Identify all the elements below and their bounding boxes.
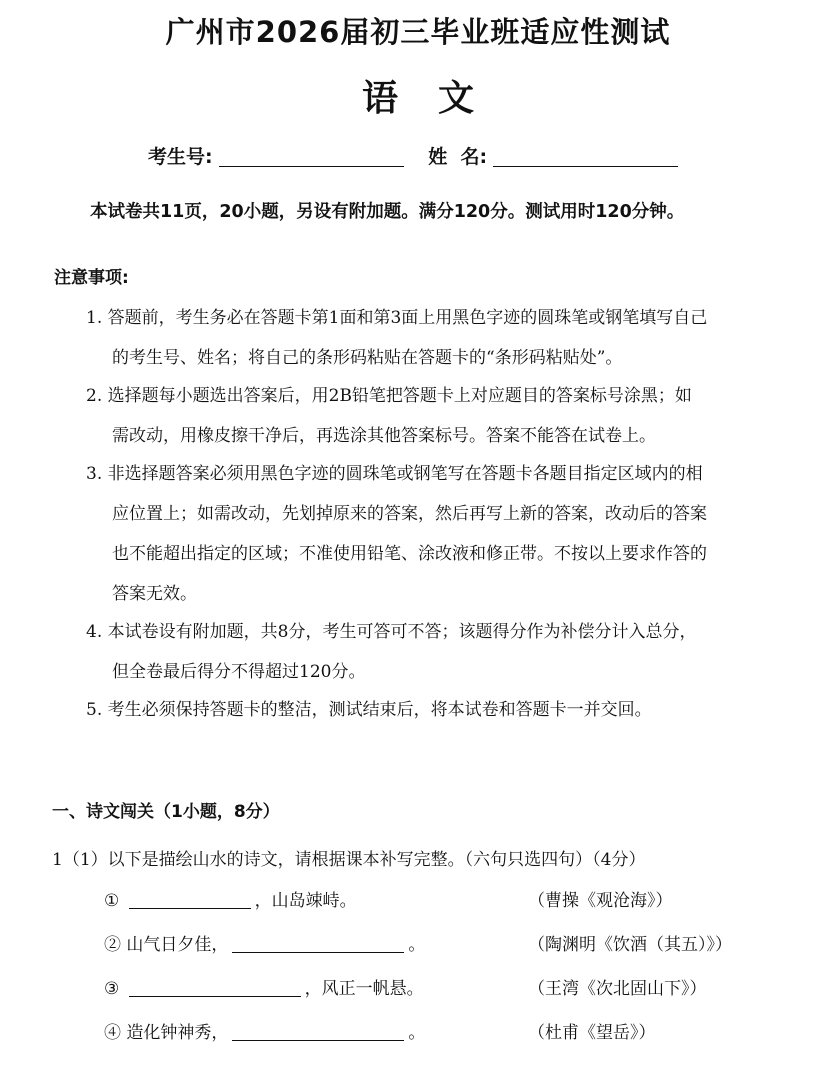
notice-line: 2. 选择题每小题选出答案后，用2B铅笔把答题卡上对应题目的答案标号涂黑；如 <box>86 386 692 406</box>
notice-line: 也不能超出指定的区域；不准使用铅笔、涂改液和修正带。不按以上要求作答的 <box>112 544 707 564</box>
notice-line: 但全卷最后得分不得超过120分。 <box>112 662 366 682</box>
page-title: 广州市2026届初三毕业班适应性测试 <box>165 15 671 49</box>
poem-source-4: （杜甫《望岳》） <box>528 1023 656 1043</box>
notice-line: 需改动，用橡皮擦干净后，再选涂其他答案标号。答案不能答在试卷上。 <box>112 426 656 446</box>
item-after: 。 <box>408 1023 426 1043</box>
poem-item-3 <box>104 974 424 999</box>
poem-source-1: （曹操《观沧海》） <box>528 891 673 911</box>
notice-line: 1. 答题前，考生务必在答题卡第1面和第3面上用黑色字迹的圆珠笔或钢笔填写自己 <box>86 308 708 328</box>
notice-item-1 <box>86 298 801 378</box>
notice-line: 3. 非选择题答案必须用黑色字迹的圆珠笔或钢笔写在答题卡各题目指定区域内的相 <box>86 464 703 484</box>
notice-line: 应位置上；如需改动，先划掉原来的答案，然后再写上新的答案，改动后的答案 <box>112 504 707 524</box>
question-1: 1（1）以下是描绘山水的诗文，请根据课本补写完整。（六句只选四句）（4分） <box>52 850 646 870</box>
notice-line: 的考生号、姓名；将自己的条形码粘贴在答题卡的“条形码粘贴处”。 <box>112 348 623 368</box>
notice-line: 4. 本试卷设有附加题，共8分，考生可答可不答；该题得分作为补偿分计入总分， <box>86 622 697 642</box>
notice-heading: 注意事项: <box>54 268 129 288</box>
notice-item-5 <box>86 690 801 730</box>
answer-blank[interactable] <box>129 978 301 997</box>
item-before: 山气日夕佳， <box>126 935 229 955</box>
answer-blank[interactable] <box>232 934 404 953</box>
item-before: 造化钟神秀， <box>126 1023 229 1043</box>
exam-intro: 本试卷共11页，20小题，另设有附加题。满分120分。测试用时120分钟。 <box>90 202 685 222</box>
item-after: ，风正一帆悬。 <box>304 979 424 999</box>
notice-line: 5. 考生必须保持答题卡的整洁，测试结束后，将本试卷和答题卡一并交回。 <box>86 700 652 720</box>
poem-item-1 <box>104 886 357 911</box>
answer-blank[interactable] <box>129 890 251 909</box>
notice-item-2 <box>86 376 801 456</box>
notice-item-3 <box>86 454 801 614</box>
notice-line: 答案无效。 <box>112 584 197 604</box>
poem-item-4 <box>104 1018 425 1043</box>
exam-number-blank[interactable] <box>219 144 404 167</box>
notice-item-4 <box>86 612 801 692</box>
item-number: ① <box>104 891 120 911</box>
item-number: ④ <box>104 1023 121 1043</box>
name-blank[interactable] <box>493 144 678 167</box>
poem-source-3: （王湾《次北固山下》） <box>528 979 707 999</box>
name-label: 姓 名: <box>428 146 488 168</box>
section-heading: 一、诗文闯关（1小题，8分） <box>52 802 280 822</box>
answer-blank[interactable] <box>232 1022 404 1041</box>
item-number: ③ <box>104 979 120 999</box>
poem-source-2: （陶渊明《饮酒（其五）》） <box>528 935 732 955</box>
item-after: ，山岛竦峙。 <box>254 891 357 911</box>
poem-item-2 <box>104 930 425 955</box>
candidate-fields <box>148 142 696 169</box>
item-number: ② <box>104 935 121 955</box>
exam-number-label: 考生号: <box>148 146 213 168</box>
subject-title: 语文 <box>361 78 514 119</box>
item-after: 。 <box>408 935 426 955</box>
